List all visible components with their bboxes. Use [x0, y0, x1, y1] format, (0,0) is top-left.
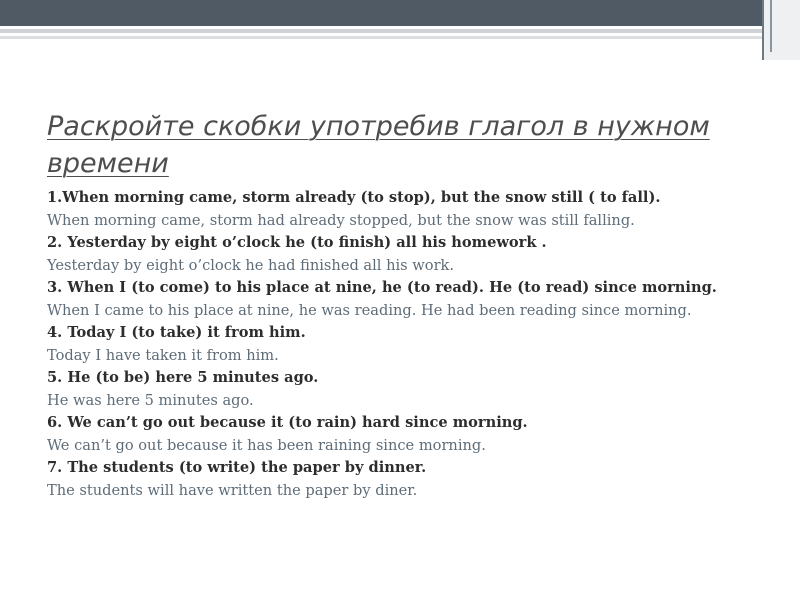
answer-2: Yesterday by eight o’clock he had finished all his work.: [47, 256, 455, 274]
answer-6: We can’t go out because it has been raining since morning.: [47, 436, 486, 454]
answer-5: He was here 5 minutes ago.: [47, 391, 254, 409]
answer-7: The students will have written the paper by diner.: [47, 481, 418, 499]
header-stripe: [0, 29, 800, 33]
answer-1: When morning came, storm had already stopped, but the snow was still falling.: [47, 211, 635, 229]
question-4: 4. Today I (to take) it from him.: [47, 324, 306, 341]
header-stripe-thin: [0, 36, 780, 39]
answer-3: When I came to his place at nine, he was reading. He had been reading since morning.: [47, 301, 692, 319]
question-5: 5. He (to be) here 5 minutes ago.: [47, 369, 319, 386]
answer-4: Today I have taken it from him.: [47, 346, 279, 364]
exercise-list: [47, 188, 747, 503]
question-7: 7. The students (to write) the paper by dinner.: [47, 459, 427, 476]
question-2: 2. Yesterday by eight o’clock he (to finish) all his homework .: [47, 234, 547, 251]
slide-title: Раскройте скобки употребив глагол в нужном времени: [47, 111, 710, 179]
question-3: 3. When I (to come) to his place at nine, he (to read). He (to read) since morning.: [47, 279, 717, 296]
question-1: 1.When morning came, storm already (to stop), but the snow still ( to fall).: [47, 189, 661, 206]
corner-decoration: [762, 0, 800, 60]
slide-header-bar: [0, 0, 800, 26]
question-6: 6. We can’t go out because it (to rain) hard since morning.: [47, 414, 528, 431]
